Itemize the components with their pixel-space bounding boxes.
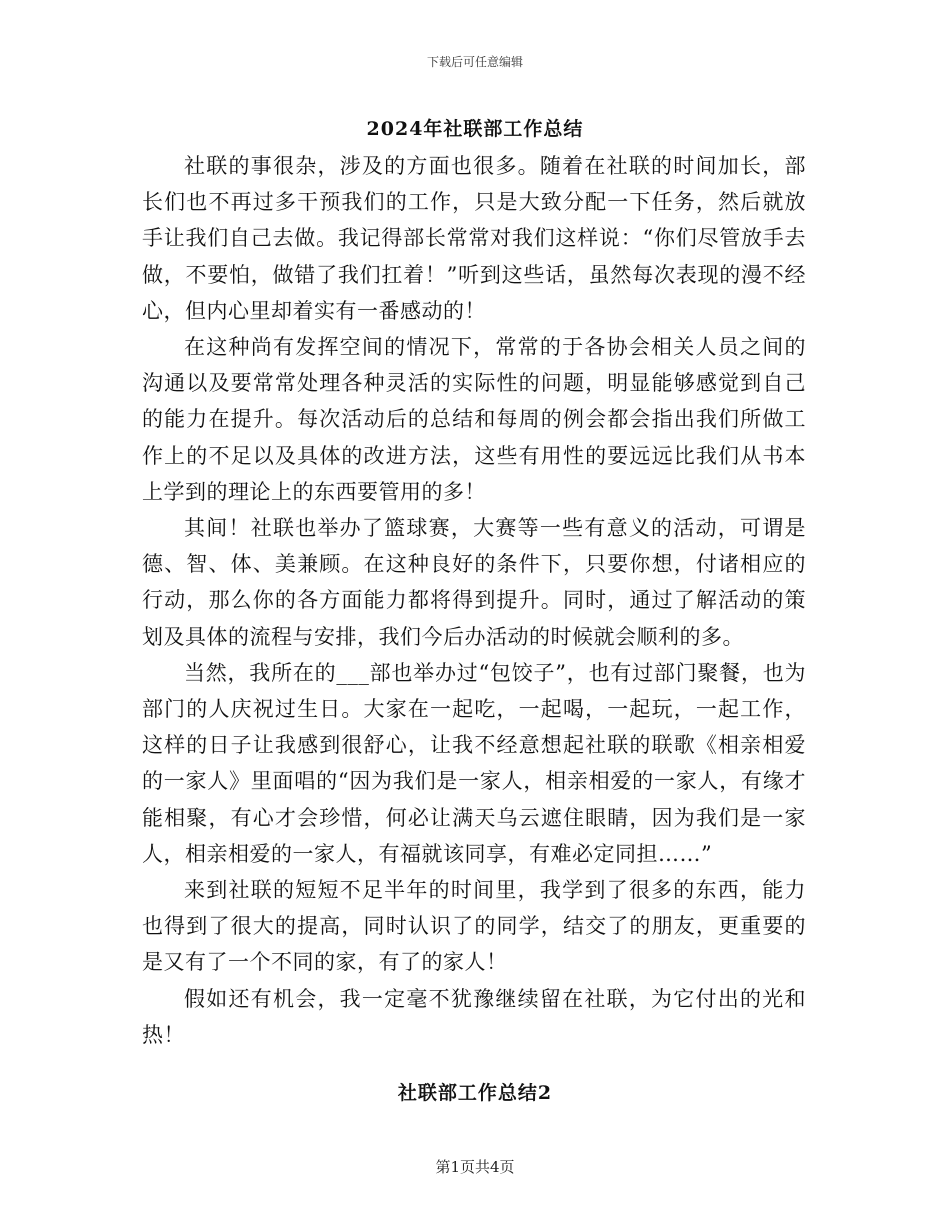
paragraph: 在这种尚有发挥空间的情况下，常常的于各协会相关人员之间的沟通以及要常常处理各种灵活的实际性的问题，明显能够感觉到自己的能力在提升。每次活动后的总结和每周的例会都会指出我们所做工作上的不足以及具体的改进方法，这些有用性的要远远比我们从书本上学到的理论上的东西要管用的多！ [142, 335, 806, 504]
section-title: 社联部工作总结2 [397, 1082, 553, 1104]
document-body [142, 148, 806, 1053]
document-title: 2024年社联部工作总结 [366, 118, 584, 140]
paragraph: 假如还有机会，我一定毫不犹豫继续留在社联，为它付出的光和热！ [142, 986, 806, 1047]
paragraph: 当然，我所在的___部也举办过“包饺子”，也有过部门聚餐，也为部门的人庆祝过生日。大家在一起吃，一起喝，一起玩，一起工作，这样的日子让我感到很舒心，让我不经意想起社联的联歌《相亲相爱的一家人》里面唱的“因为我们是一家人，相亲相爱的一家人，有缘才能相聚，有心才会珍惜，何必让满天乌云遮住眼睛，因为我们是一家人，相亲相爱的一家人，有福就该同享，有难必定同担……” [142, 660, 806, 866]
paragraph: 其间！社联也举办了篮球赛，大赛等一些有意义的活动，可谓是德、智、体、美兼顾。在这种良好的条件下，只要你想，付诸相应的行动，那么你的各方面能力都将得到提升。同时，通过了解活动的策划及具体的流程与安排，我们今后办活动的时候就会顺利的多。 [142, 516, 806, 649]
paragraph: 来到社联的短短不足半年的时间里，我学到了很多的东西，能力也得到了很大的提高，同时认识了的同学，结交了的朋友，更重要的是又有了一个不同的家，有了的家人！ [142, 878, 806, 975]
paragraph: 社联的事很杂，涉及的方面也很多。随着在社联的时间加长，部长们也不再过多干预我们的工作，只是大致分配一下任务，然后就放手让我们自己去做。我记得部长常常对我们这样说：“你们尽管放手去做，不要怕，做错了我们扛着！”听到这些话，虽然每次表现的漫不经心，但内心里却着实有一番感动的！ [142, 154, 806, 323]
header-note: 下载后可任意编辑 [426, 55, 523, 69]
page-footer: 第1页共4页 [435, 1158, 515, 1176]
